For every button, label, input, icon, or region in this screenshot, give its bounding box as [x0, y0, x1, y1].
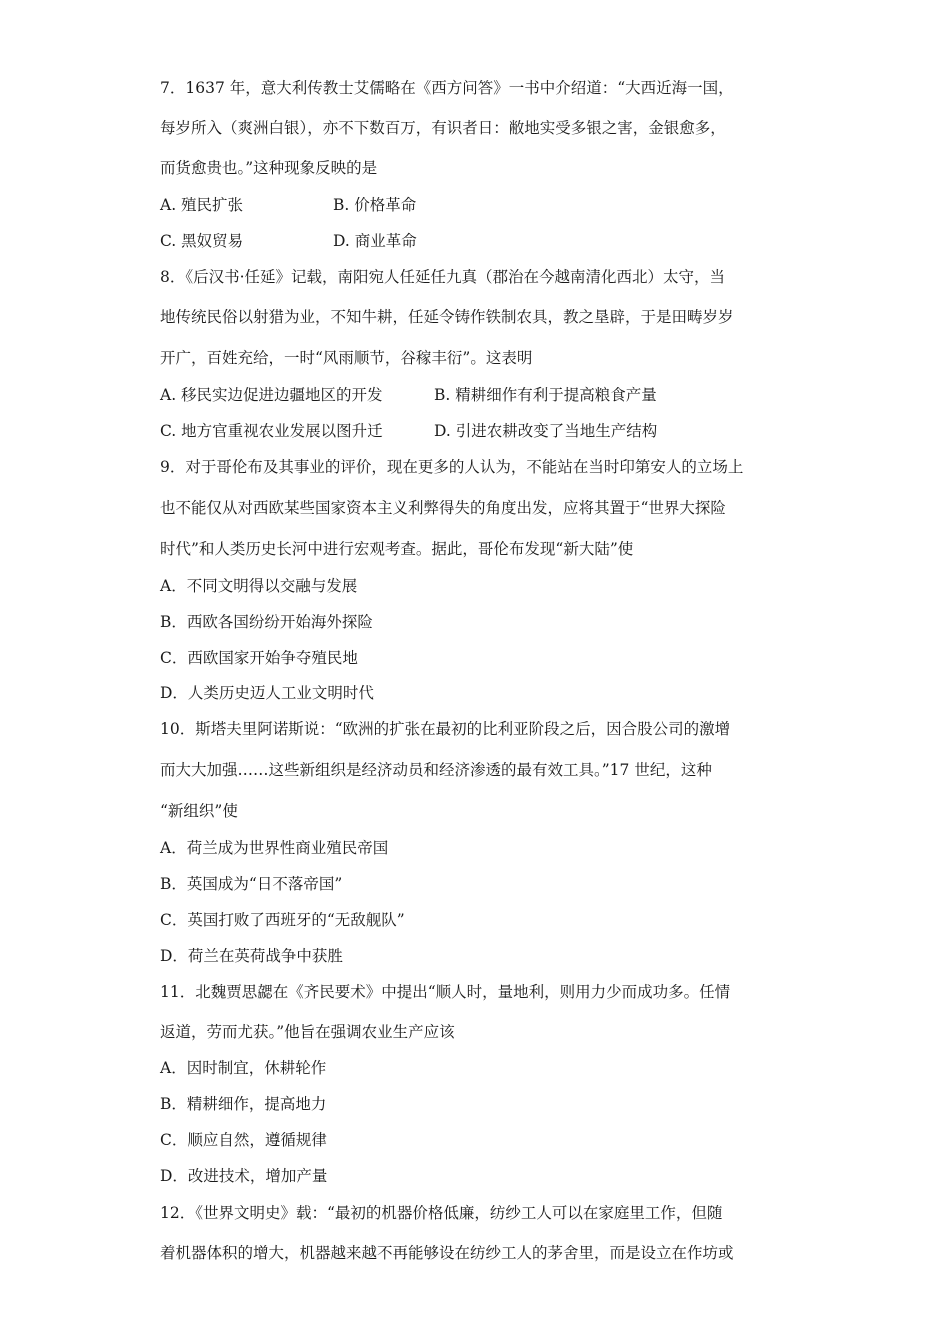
q8-stem-line-3: 开广，百姓充给，一时“风雨顺节，谷稼丰衍”。这表明 — [160, 349, 533, 367]
q12-stem-line-2: 着机器体积的增大，机器越来越不再能够设在纺纱工人的茅舍里，而是设立在作坊或 — [160, 1244, 734, 1262]
q7-option-d[interactable]: D. 商业革命 — [333, 232, 417, 250]
q8-stem-line-1: 8．《后汉书·任延》记载，南阳宛人任延任九真（郡治在今越南清化西北）太守，当 — [160, 268, 726, 286]
q10-stem-line-2: 而大大加强……这些新组织是经济动员和经济渗透的最有效工具。”17 世纪，这种 — [160, 761, 712, 779]
q7-option-a[interactable]: A. 殖民扩张 — [160, 196, 244, 214]
q11-option-b[interactable]: B．精耕细作，提高地力 — [160, 1095, 327, 1113]
q7-stem-line-3: 而货愈贵也。”这种现象反映的是 — [160, 159, 378, 177]
q10-option-d[interactable]: D．荷兰在英荷战争中获胜 — [160, 947, 343, 965]
q7-option-b[interactable]: B. 价格革命 — [333, 196, 417, 214]
q11-stem-line-2: 返道，劳而尤获。”他旨在强调农业生产应该 — [160, 1023, 455, 1041]
q8-option-a[interactable]: A. 移民实边促进边疆地区的开发 — [160, 386, 383, 404]
q8-stem-line-2: 地传统民俗以射猎为业，不知牛耕，任延令铸作铁制农具，教之垦辟，于是田畴岁岁 — [160, 308, 734, 326]
q10-option-c[interactable]: C．英国打败了西班牙的“无敌舰队” — [160, 911, 405, 929]
q9-option-b[interactable]: B．西欧各国纷纷开始海外探险 — [160, 613, 373, 631]
q9-stem-line-2: 也不能仅从对西欧某些国家资本主义利弊得失的角度出发，应将其置于“世界大探险 — [160, 499, 726, 517]
q9-stem-line-3: 时代”和人类历史长河中进行宏观考查。据此，哥伦布发现“新大陆”使 — [160, 540, 634, 558]
q9-stem-line-1: 9．对于哥伦布及其事业的评价，现在更多的人认为，不能站在当时印第安人的立场上 — [160, 458, 744, 476]
q11-stem-line-1: 11．北魏贾思勰在《齐民要术》中提出“顺人时，量地利，则用力少而成功多。任情 — [160, 983, 731, 1001]
q11-option-d[interactable]: D．改进技术，增加产量 — [160, 1167, 328, 1185]
q8-option-d[interactable]: D. 引进农耕改变了当地生产结构 — [434, 422, 658, 440]
q9-option-a[interactable]: A．不同文明得以交融与发展 — [160, 577, 358, 595]
q10-option-b[interactable]: B．英国成为“日不落帝国” — [160, 875, 343, 893]
q10-stem-line-1: 10．斯塔夫里阿诺斯说：“欧洲的扩张在最初的比利亚阶段之后，因合股公司的激增 — [160, 720, 731, 738]
q8-option-c[interactable]: C. 地方官重视农业发展以图升迁 — [160, 422, 383, 440]
q11-option-a[interactable]: A．因时制宜，休耕轮作 — [160, 1059, 327, 1077]
q8-option-b[interactable]: B. 精耕细作有利于提高粮食产量 — [434, 386, 657, 404]
q7-stem-line-1: 7．1637 年，意大利传教士艾儒略在《西方问答》一书中介绍道：“大西近海一国， — [160, 79, 734, 97]
q9-option-d[interactable]: D．人类历史迈人工业文明时代 — [160, 684, 374, 702]
q12-stem-line-1: 12．《世界文明史》载：“最初的机器价格低廉，纺纱工人可以在家庭里工作，但随 — [160, 1204, 723, 1222]
q7-option-c[interactable]: C. 黑奴贸易 — [160, 232, 244, 250]
q11-option-c[interactable]: C．顺应自然，遵循规律 — [160, 1131, 327, 1149]
q10-stem-line-3: “新组织”使 — [160, 802, 238, 820]
q9-option-c[interactable]: C．西欧国家开始争夺殖民地 — [160, 649, 358, 667]
q10-option-a[interactable]: A．荷兰成为世界性商业殖民帝国 — [160, 839, 389, 857]
q7-stem-line-2: 每岁所入（爽洲白银），亦不下数百万，有识者日：敝地实受多银之害，金银愈多， — [160, 119, 726, 137]
